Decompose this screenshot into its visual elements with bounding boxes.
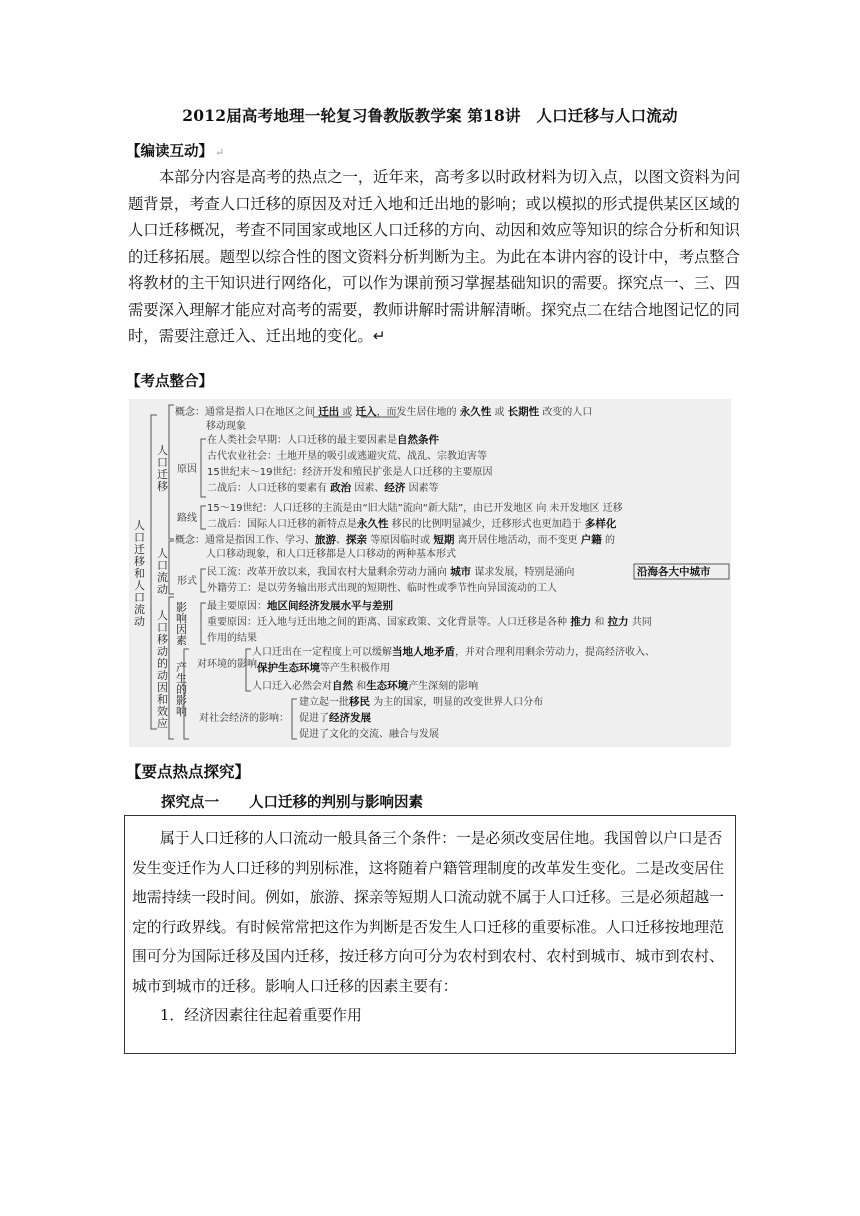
box-line: 1．经济因素往往起着重要作用 [160, 1007, 362, 1024]
subsection-number: 探究点一 [161, 794, 219, 811]
box-line: 定的行政界线。有时候常常把这作为判断是否发生人口迁移的重要标准。人口迁移按地理范 [132, 918, 724, 936]
root-char: 人 [134, 519, 145, 532]
form-line-2: 外籍劳工：是以劳务输出形式出现的短期性、临时性或季节性向异国流动的工人 [207, 583, 557, 594]
section-label: 【编读互动】 [126, 143, 213, 160]
env-label: 对环境的影响 [197, 659, 257, 670]
factor-line-2: 重要原因：迁入地与迁出地之间的距离、国家政策、文化背景等。人口迁移是各种 推力 和 拉力 共同 [207, 616, 652, 628]
branch3-bracket [169, 597, 174, 739]
branch3-label: 人口移动的动因和效应 [157, 609, 168, 730]
effect-label: 产生的影响 [176, 661, 187, 718]
concept-line-1: 概念：通常是指人口在地区之间 迁出 或 迁入，而发生居住地的 永久性 或 长期性 改变的人口 [175, 406, 593, 418]
page-title: 2012届高考地理一轮复习鲁教版教学案 第18讲 人口迁移与人口流动 [182, 106, 678, 125]
econ-line-1: 建立起一批移民 为主的国家，明显的改变世界人口分布 [299, 696, 544, 708]
flow-concept-line-2: 人口移动现象，和人口迁移都是人口移动的两种基本形式 [206, 549, 456, 560]
econ-line-2: 促进了经济发展 [299, 712, 371, 724]
intro-line: 人口迁移概况，考查不同国家或地区人口迁移的方向、动因和效应等知识的综合分析和知识 [128, 221, 740, 239]
intro-paragraph [128, 164, 740, 350]
econ-bracket [292, 699, 297, 739]
reason-bracket [201, 439, 206, 497]
return-mark: ↵ [215, 146, 225, 159]
content-box [124, 815, 736, 1054]
concept-map-svg [129, 399, 731, 747]
root-label: 人口迁移和人口流动 [134, 519, 145, 628]
subsection-heading [161, 791, 423, 812]
branch1-label: 人口迁移 [157, 444, 168, 493]
section-heading-interaction [126, 140, 224, 161]
intro-line: 需要深入理解才能应对高考的需要，教师讲解时需讲解清晰。探究点二在结合地图记忆的同 [128, 300, 740, 319]
factor-label: 影响因素 [176, 601, 187, 647]
intro-line: 本部分内容是高考的热点之一，近年来，高考多以时政材料为切入点，以图文资料为问 [159, 168, 741, 186]
box-line: 地需持续一段时间。例如，旅游、探亲等短期人口流动就不属于人口迁移。三是必须超越一 [132, 889, 724, 906]
intro-line: 将教材的主干知识进行网络化，可以作为课前预习掌握基础知识的需要。探究点一、三、四 [128, 274, 740, 292]
env-line-2: 保护生态环境等产生积极作用 [257, 662, 390, 674]
route-label: 路线 [177, 513, 197, 524]
reason-label: 原因 [177, 464, 197, 475]
branch2-label: 人口流动 [157, 547, 168, 596]
factor-line-3: 作用的结果 [207, 633, 257, 644]
env-bracket [246, 649, 251, 691]
concept-line-2: 移动现象 [206, 421, 246, 432]
factor-line-1: 最主要原因：地区间经济发展水平与差别 [207, 600, 393, 612]
box-line: 发生变迁作为人口迁移的判别标准，这将随着户籍管理制度的改革发生变化。二是改变居住 [132, 859, 724, 877]
reason-line-2: 古代农业社会：土地开垦的吸引或逃避灾荒、战乱、宗教迫害等 [207, 451, 487, 462]
route-line-2: 二战后：国际人口迁移的新特点是永久性 移民的比例明显减少，迁移形式也更加趋于 多样化 [207, 518, 617, 530]
form-bracket [201, 569, 206, 592]
econ-label: 对社会经济的影响： [199, 713, 289, 724]
box-line: 围可分为国际迁移及国内迁移，按迁移方向可分为农村到农村、农村到城市、城市到农村、 [132, 948, 724, 965]
reason-line-4: 二战后：人口迁移的要素有 政治 因素、经济 因素等 [207, 482, 439, 494]
reason-line-3: 15世纪末～19世纪：经济开发和殖民扩张是人口迁移的主要原因 [207, 467, 493, 478]
env-line-3: 人口迁入必然会对自然 和生态环境产生深刻的影响 [252, 680, 479, 692]
intro-line: 题背景，考查人口迁移的原因及对迁入地和迁出地的影响；或以模拟的形式提供某区区域的 [128, 194, 740, 213]
form-label: 形式 [177, 576, 197, 587]
box-line: 属于人口迁移的人口流动一般具备三个条件：一是必须改变居住地。我国曾以户口是否 [160, 830, 723, 847]
subsection-title: 人口迁移的判别与影响因素 [249, 794, 423, 811]
branch1-bracket [169, 405, 174, 539]
section-heading-points: 【考点整合】 [126, 373, 213, 390]
form-fill-2: 沿海各大中城市 [637, 566, 711, 578]
econ-line-3: 促进了文化的交流、融合与发展 [299, 729, 439, 740]
route-line-1: 15～19世纪：人口迁移的主流是由“旧大陆”流向“新大陆”，由已开发地区 向 未开发地区 迁移 [207, 503, 623, 514]
branch2-bracket [169, 541, 174, 594]
form-line-1: 民工流：改革开放以来，我国农村大量剩余劳动力涌向 城市 谋求发展，特别是涌向 [207, 566, 575, 578]
intro-line: 的迁移拓展。题型以综合性的图文资料分析判断为主。为此在本讲内容的设计中，考点整合 [128, 247, 740, 266]
section-heading-hot: 【要点热点探究】 [126, 762, 251, 781]
intro-line: 时，需要注意迁入、迁出地的变化。↵ [128, 327, 386, 345]
flow-concept-line-1: 概念：通常是指因工作、学习、旅游、探亲 等原因临时或 短期 离开居住地活动，而不变更 户籍 的 [175, 534, 615, 546]
factor-bracket [201, 603, 206, 644]
box-line: 城市到城市的迁移。影响人口迁移的因素主要有： [132, 977, 458, 995]
route-bracket [201, 506, 206, 529]
env-line-1: 人口迁出在一定程度上可以缓解当地人地矛盾，并对合理利用剩余劳动力，提高经济收入、 [252, 646, 655, 658]
concept-map [129, 399, 731, 747]
reason-line-1: 在人类社会早期：人口迁移的最主要因素是自然条件 [207, 434, 439, 446]
